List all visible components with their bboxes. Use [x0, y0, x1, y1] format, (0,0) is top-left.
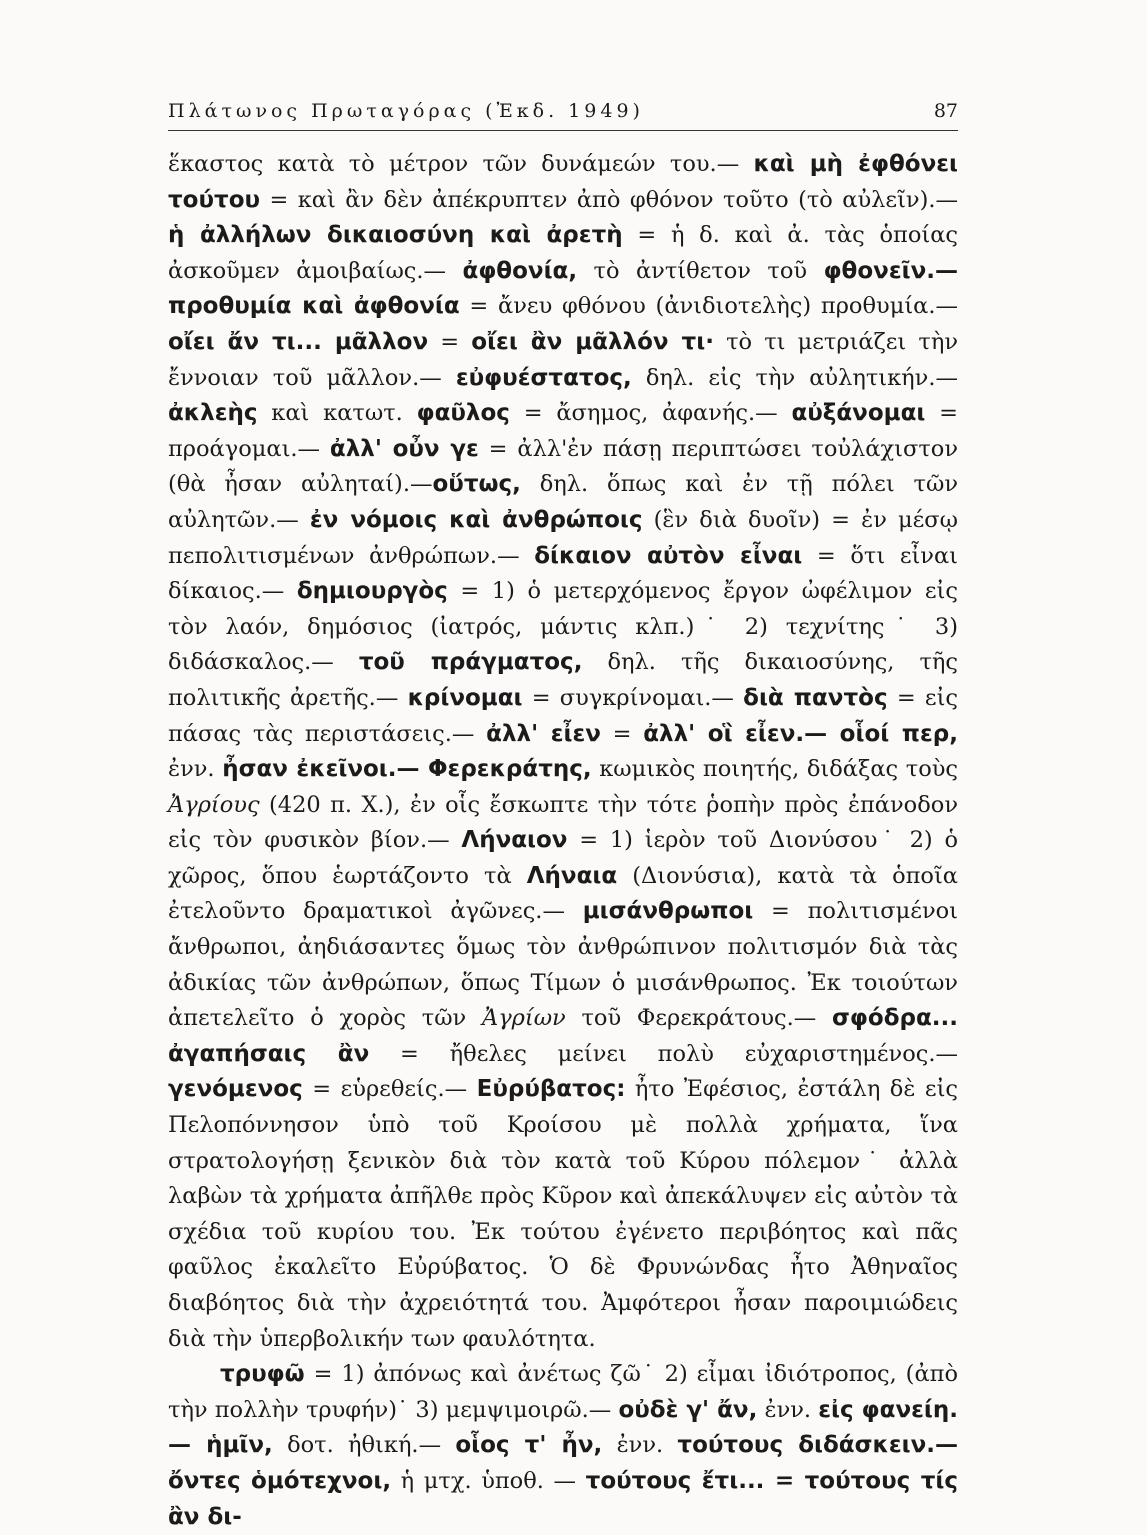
gloss-text: (420 π. Χ.), ἐν οἷς ἔσκωπτε τὴν τότε ῥοπὴν πρὸς ἐπάνοδον εἰς τὸν φυσικὸν βίον.— [168, 791, 958, 854]
lemma: οἷος τ' ἦν, [455, 1432, 603, 1459]
lemma: τρυφῶ [220, 1361, 305, 1388]
running-header [168, 100, 958, 122]
lemma: Λήναιον [461, 827, 568, 854]
lemma: ἦσαν ἐκεῖνοι.— Φερεκράτης, [222, 756, 592, 783]
gloss-text: = 1) ὁ μετερχόμενος ἔργον ὠφέλιμον εἰς τὸν λαόν, δημόσιος (ἰατρός, μάντις κλπ.)˙ 2) τεχνίτης˙ 3) διδάσκαλος.— [168, 578, 958, 676]
lemma: ἀλλ' οὖν γε [329, 435, 479, 462]
lemma: τούτους διδάσκειν.— ὄντες ὁμότεχνοι, [168, 1432, 958, 1494]
gloss-text: = προάγομαι.— [168, 400, 958, 462]
lemma: ἀκλεὴς [168, 400, 258, 427]
lemma: εὐφυέστατος, [455, 364, 632, 391]
gloss-text: = εὑρεθείς.— [302, 1076, 477, 1103]
lemma: φαῦλος [416, 400, 510, 427]
gloss-text: (ἓν διὰ δυοῖν) = ἐν μέσῳ πεπολιτισμένων ἀνθρώπων.— [168, 506, 958, 569]
lemma: τοῦ πράγματος, [358, 649, 583, 676]
gloss-text: κωμικὸς ποιητής, διδάξας τοὺς [591, 756, 959, 783]
lemma: αὐξάνομαι [791, 400, 926, 427]
gloss-text: ἐνν. [168, 756, 223, 783]
gloss-text: = [428, 328, 472, 355]
lemma: διὰ παντὸς [743, 684, 888, 711]
gloss-text: ἡ μτχ. ὑποθ. — [391, 1467, 586, 1494]
paragraph [168, 147, 958, 1357]
gloss-text: = εἰς πάσας τὰς περιστάσεις.— [168, 684, 958, 747]
lemma: γενόμενος [168, 1076, 303, 1103]
lemma: Εὐρύβατος: [476, 1076, 626, 1103]
gloss-text: = συγκρίνομαι.— [522, 684, 744, 711]
gloss-text: = καὶ ἂν δὲν ἀπέκρυπτεν ἀπὸ φθόνον τοῦτο (τὸ αὐλεῖν).— [260, 186, 958, 213]
paragraph [168, 1357, 958, 1535]
gloss-text: ἕκαστος κατὰ τὸ μέτρον τῶν δυνάμεών του.— [168, 151, 754, 177]
gloss-text: δηλ. τῆς δικαιοσύνης, τῆς πολιτικῆς ἀρετῆς.— [168, 649, 959, 711]
lemma: εἰς φανείη.— ἡμῖν, [168, 1396, 959, 1459]
gloss-text: = ἄνευ φθόνου (ἀνιδιοτελὴς) προθυμία.— [459, 293, 958, 320]
gloss-text: = ἄσημος, ἀφανής.— [509, 400, 792, 427]
gloss-text: = 1) ἀπόνως καὶ ἀνέτως ζῶ˙ 2) εἶμαι ἰδιότροπος, (ἀπὸ τὴν πολλὴν τρυφήν)˙ 3) μεμψιμοιρῶ.— [168, 1361, 958, 1423]
lemma: ἀφθονία, [462, 257, 578, 284]
gloss-text: τὸ ἀντίθετον τοῦ [577, 257, 824, 284]
page-number: 87 [933, 100, 958, 122]
gloss-text: (Διονύσια), κατὰ τὰ ὁποῖα ἐτελοῦντο δραματικοὶ ἀγῶνες.— [168, 862, 958, 925]
lemma: ἀλλ' εἶεν [486, 720, 601, 747]
header-title: Πλάτωνος Πρωταγόρας (Ἐκδ. 1949) [168, 100, 644, 122]
body-text [168, 147, 958, 1535]
lemma: οὕτως, [432, 471, 521, 498]
lemma: οἴει ἂν μᾶλλόν τι· [471, 328, 714, 355]
lemma: δημιουργὸς [296, 578, 448, 605]
lemma: ἀλλ' οἳ εἶεν.— οἷοί περ, [643, 720, 958, 747]
lemma: κρίνομαι [407, 684, 523, 711]
lemma: τούτους ἔτι... = τούτους τίς ἂν δι- [168, 1467, 958, 1530]
gloss-text: καὶ κατωτ. [257, 400, 417, 427]
gloss-text: τοῦ Φερεκράτους.— [565, 1005, 833, 1032]
gloss-text: = ἀλλ'ἐν πάσῃ περιπτώσει τοὐλάχιστον (θὰ ἦσαν αὐληταί).— [168, 435, 958, 498]
gloss-text: = 1) ἱερὸν τοῦ Διονύσου˙ 2) ὁ χῶρος, ὅπου ἑωρτάζοντο τὰ [168, 827, 959, 889]
gloss-text: = ὅτι εἶναι δίκαιος.— [168, 542, 958, 605]
title-italic: Ἀγρίων [481, 1005, 566, 1032]
gloss-text: τὸ τι μετριάζει τὴν ἔννοιαν τοῦ μᾶλλον.— [168, 328, 958, 391]
lemma: οὐδὲ γ' ἄν, [618, 1396, 758, 1423]
gloss-text: = ἡ δ. καὶ ἀ. τὰς ὁποίας ἀσκοῦμεν ἀμοιβαίως.— [168, 222, 958, 284]
gloss-text: ἦτο Ἐφέσιος, ἐστάλη δὲ εἰς Πελοπόννησον ὑπὸ τοῦ Κροίσου μὲ πολλὰ χρήματα, ἵνα στρατολογήσῃ ξενικὸν διὰ τὸν κατὰ τοῦ Κύρου πόλεμον˙ ἀλλὰ λαβὼν τὰ χρήματα ἀπῆλθε πρὸς Κῦρον καὶ ἀπεκάλυψεν εἰς αὐτὸν τὰ σχέδια τοῦ κυρίου του. Ἐκ τούτου ἐγένετο περιβόητος καὶ πᾶς φαῦλος ἐκαλεῖτο Εὐρύβατος. Ὁ δὲ Φρυνώνδας ἦτο Ἀθηναῖος διαβόητος διὰ τὴν ἀχρειότητά του. Ἀμφότεροι ἦσαν παροιμιώδεις διὰ τὴν ὑπερβολικήν των φαυλότητα. [168, 1076, 958, 1352]
gloss-text: δηλ. εἰς τὴν αὐλητικήν.— [631, 364, 958, 391]
gloss-text: = [600, 720, 644, 747]
gloss-text: = ἤθελες μείνει πολὺ εὐχαριστημένος.— [369, 1040, 958, 1067]
lemma: φθονεῖν.— προθυμία καὶ ἀφθονία [168, 257, 958, 320]
gloss-text: = πολιτισμένοι ἄνθρωποι, ἀηδιάσαντες ὅμως τὸν ἀνθρώπινον πολιτισμόν διὰ τὰς ἀδικίας τῶν ἀνθρώπων, ὅπως Τίμων ὁ μισάνθρωπος. Ἐκ τοιούτων ἀπετελεῖτο ὁ χορὸς τῶν [168, 898, 958, 1032]
lemma: μισάνθρωποι [582, 898, 754, 925]
lemma: Λήναια [526, 862, 618, 889]
lemma: δίκαιον αὐτὸν εἶναι [534, 542, 803, 569]
lemma: ἡ ἀλλήλων δικαιοσύνη καὶ ἀρετὴ [168, 222, 623, 249]
lemma: οἴει ἄν τι... μᾶλλον [168, 328, 429, 355]
header-rule [168, 130, 958, 131]
lemma: σφόδρα... ἀγαπήσαις ἂν [168, 1005, 958, 1067]
gloss-text: δοτ. ἠθική.— [272, 1432, 456, 1459]
gloss-text: ἐνν. [757, 1396, 819, 1423]
gloss-text: δηλ. ὅπως καὶ ἐν τῇ πόλει τῶν αὐλητῶν.— [168, 471, 958, 533]
gloss-text: ἐνν. [602, 1432, 678, 1459]
lemma: ἐν νόμοις καὶ ἀνθρώποις [309, 506, 643, 533]
title-italic: Ἀγρίους [168, 791, 260, 818]
lemma: καὶ μὴ ἐφθόνει τούτου [168, 151, 958, 213]
